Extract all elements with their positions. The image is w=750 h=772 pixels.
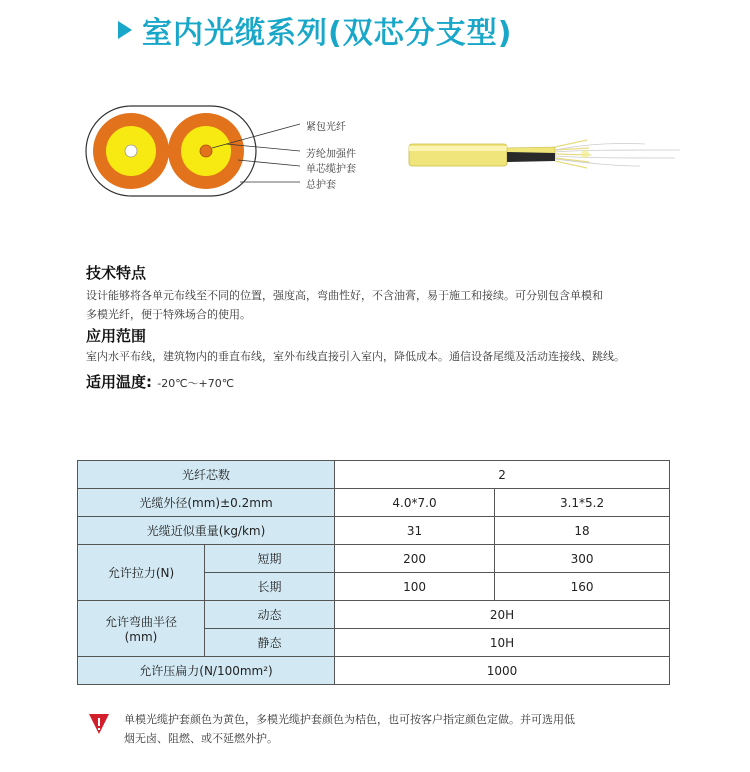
fiber-count-value: 2 [335, 461, 670, 489]
label-outer-jacket: 总护套 [306, 180, 336, 191]
short-label: 短期 [205, 545, 335, 573]
note-line2: 烟无卤、阻燃、或不延燃外护。 [124, 732, 278, 745]
features-text-line1: 设计能够将各单元布线至不同的位置，强度高，弯曲性好，不含油膏，易于施工和接续。可分别包含单模和 [86, 289, 603, 302]
label-single-jacket: 单芯缆护套 [306, 164, 356, 175]
dynamic-value: 20H [335, 601, 670, 629]
features-heading: 技术特点 [86, 264, 147, 282]
long-label: 长期 [205, 573, 335, 601]
table-row [78, 657, 670, 685]
tension-label: 允许拉力(N) [78, 545, 205, 601]
weight-label: 光缆近似重量(kg/km) [78, 517, 335, 545]
temperature-row [86, 371, 234, 392]
applications-text: 室内水平布线，建筑物内的垂直布线，室外布线直接引入室内，降低成本。通信设备尾缆及活动连接线、跳线。 [86, 350, 625, 363]
weight-a: 31 [335, 517, 495, 545]
bend-label-line2: (mm) [124, 630, 158, 644]
cable-highlight [409, 146, 507, 151]
long-a: 100 [335, 573, 495, 601]
table-row [78, 601, 670, 629]
short-a: 200 [335, 545, 495, 573]
table-row [78, 545, 670, 573]
fiber-count-label: 光纤芯数 [78, 461, 335, 489]
features-text [86, 286, 706, 324]
cable-photo [405, 128, 685, 188]
warning-icon [88, 712, 110, 736]
fan-out-point [581, 150, 589, 158]
table-row [78, 489, 670, 517]
crush-label: 允许压扁力(N/100mm²) [78, 657, 335, 685]
diameter-label: 光缆外径(mm)±0.2mm [78, 489, 335, 517]
long-b: 160 [495, 573, 670, 601]
label-aramid: 芳纶加强件 [306, 149, 356, 160]
note-text [124, 710, 644, 748]
left-unit-fiber [125, 145, 137, 157]
short-b: 300 [495, 545, 670, 573]
cable-unit-b [507, 152, 555, 162]
title-text: 室内光缆系列(双芯分支型) [142, 16, 513, 51]
label-fiber: 紧包光纤 [306, 122, 346, 133]
page-title [118, 8, 512, 52]
static-value: 10H [335, 629, 670, 657]
table-row [78, 517, 670, 545]
diameter-b: 3.1*5.2 [495, 489, 670, 517]
weight-b: 18 [495, 517, 670, 545]
temperature-heading: 适用温度: [86, 373, 152, 391]
right-unit-fiber [200, 145, 212, 157]
temperature-value: -20℃～+70℃ [157, 377, 235, 390]
title-triangle-icon [118, 21, 132, 39]
cable-cross-section-diagram [80, 100, 320, 205]
crush-value: 1000 [335, 657, 670, 685]
table-row [78, 461, 670, 489]
dynamic-label: 动态 [205, 601, 335, 629]
applications-heading: 应用范围 [86, 327, 147, 345]
static-label: 静态 [205, 629, 335, 657]
bend-label-line1: 允许弯曲半径 [104, 615, 177, 629]
diameter-a: 4.0*7.0 [335, 489, 495, 517]
bend-label [78, 601, 205, 657]
spec-table [77, 460, 670, 685]
features-text-line2: 多模光纤，便于特殊场合的使用。 [86, 308, 251, 321]
note-line1: 单模光缆护套颜色为黄色，多模光缆护套颜色为桔色，也可按客户指定颜色定做。并可选用低 [124, 713, 575, 726]
